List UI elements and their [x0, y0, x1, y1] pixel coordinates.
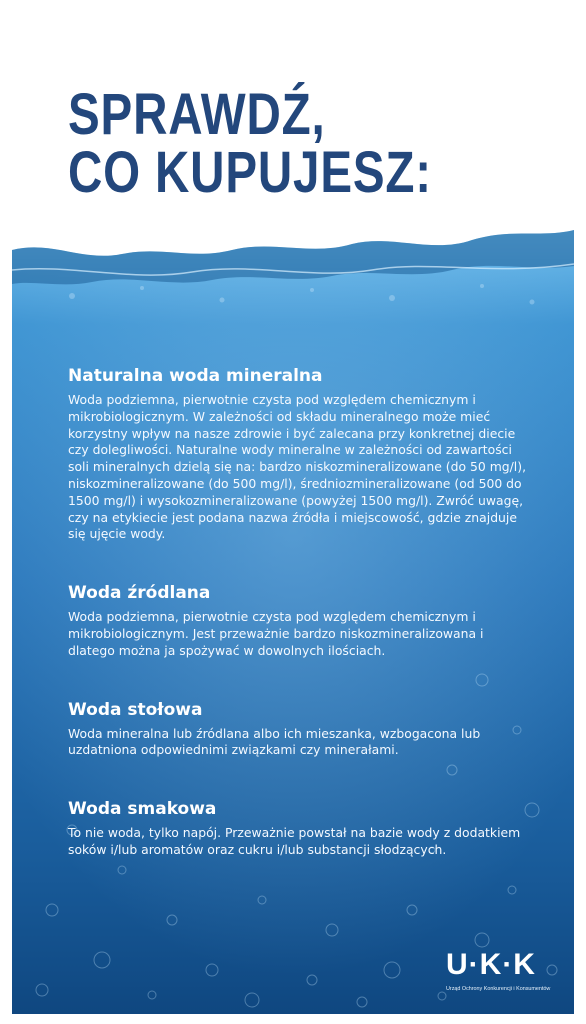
content-area [68, 366, 528, 859]
headline-line-2: CO KUPUJESZ: [68, 140, 432, 205]
uokik-logo [446, 950, 574, 1000]
section-title: Woda smakowa [68, 799, 217, 820]
section-body: Woda podziemna, pierwotnie czysta pod względem chemicznym i mikrobiologicznym. W zależności od składu mineralnego może mieć korzystny wpływ na nasze zdrowie i być zalecana przy konkretnej diecie czy dolegliwości. Naturalne wody mineralne w zależności od zawartości soli mineralnych dzielą się na: bardzo niskozmineralizowane (do 50 mg/l), niskozmineralizowane (do 500 mg/l), średniozmineralizowane (od 500 do 1500 mg/l) i wysokozmineralizowane (powyżej 1500 mg/l). Zwróć uwagę, czy na etykiecie jest podana nazwa źródła i miejscowość, gdzie znajduje się ujęcie wody. [68, 392, 527, 542]
section-woda-smakowa [68, 799, 528, 859]
headline-line-1: SPRAWDŹ, [68, 82, 326, 147]
section-woda-zrodlana [68, 583, 528, 659]
section-woda-stolowa [68, 700, 528, 760]
section-title: Woda stołowa [68, 699, 203, 720]
section-body: To nie woda, tylko napój. Przeważnie powstał na bazie wody z dodatkiem soków i/lub aromatów oraz cukru i/lub substancji słodzących. [68, 825, 521, 857]
section-title: Woda źródlana [68, 583, 211, 604]
section-title: Naturalna woda mineralna [68, 366, 323, 386]
logo-caption: Urząd Ochrony Konkurencji i Konsumentów [446, 986, 551, 992]
section-body: Woda mineralna lub źródlana albo ich mieszanka, wzbogacona lub uzdatniona odpowiednimi związkami czy minerałami. [68, 725, 481, 758]
headline [68, 82, 432, 205]
section-body: Woda podziemna, pierwotnie czysta pod względem chemicznym i mikrobiologicznym. Jest przeważnie bardzo niskozmineralizowana i dlatego można ja spożywać w dowolnych ilościach. [68, 609, 484, 658]
poster [12, 10, 574, 1014]
logo-mark: U·K·K [446, 948, 536, 981]
section-naturalna-woda-mineralna [68, 366, 528, 543]
